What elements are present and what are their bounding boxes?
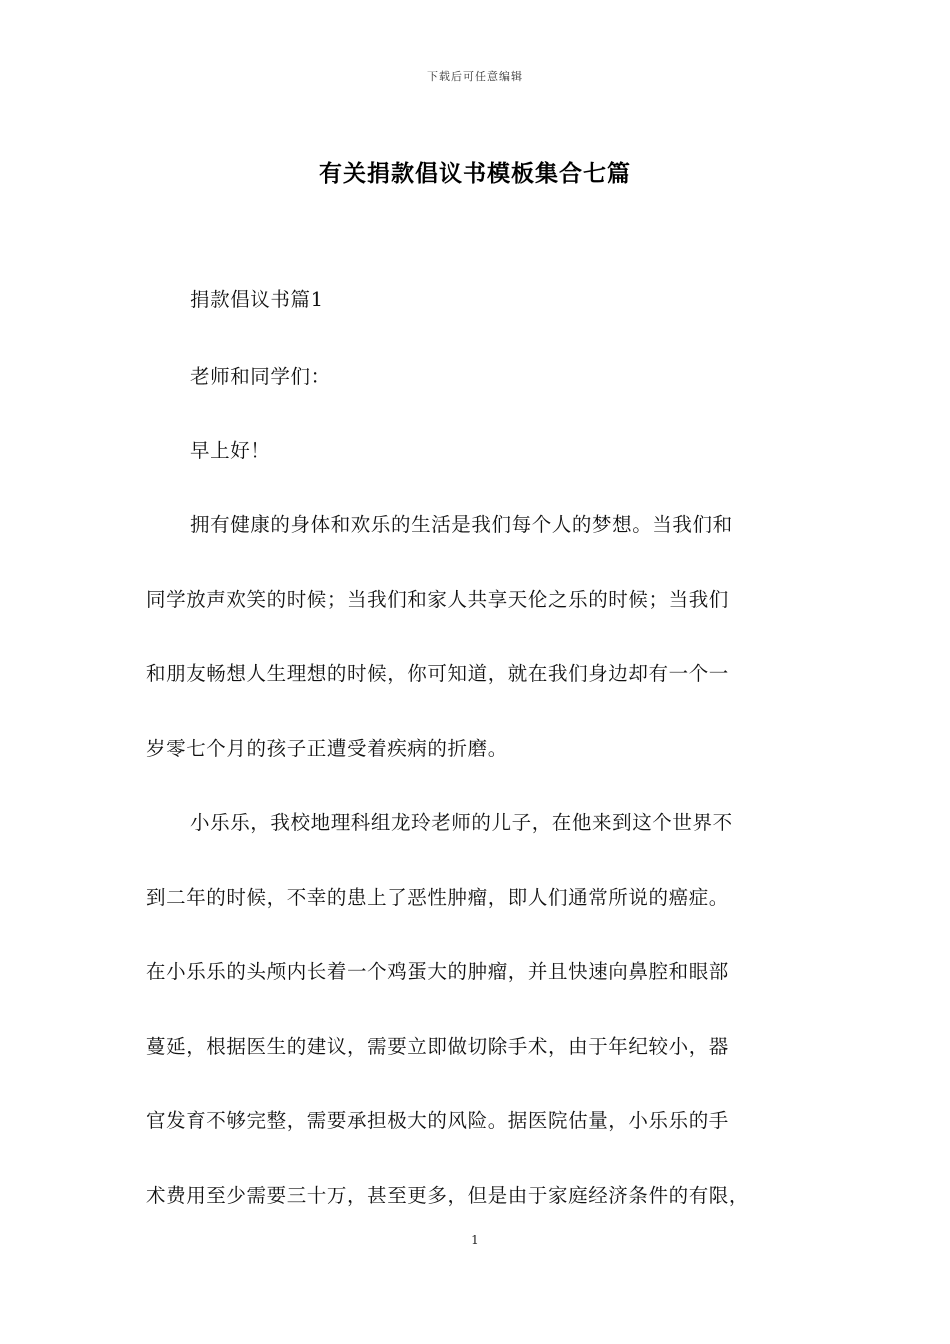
paragraph2-line: 到二年的时候，不幸的患上了恶性肿瘤，即人们通常所说的癌症。: [146, 886, 729, 909]
document-title: 有关捐款倡议书模板集合七篇: [319, 160, 631, 187]
paragraph2-line: 蔓延，根据医生的建议，需要立即做切除手术，由于年纪较小，器: [146, 1035, 729, 1058]
paragraph2-line: 官发育不够完整，需要承担极大的风险。据医院估量，小乐乐的手: [146, 1109, 729, 1132]
paragraph1-line: 和朋友畅想人生理想的时候，你可知道，就在我们身边却有一个一: [146, 662, 729, 685]
paragraph1-line: 岁零七个月的孩子正遭受着疾病的折磨。: [146, 737, 508, 760]
paragraph2-line: 术费用至少需要三十万，甚至更多，但是由于家庭经济条件的有限，: [146, 1184, 750, 1207]
paragraph2-line: 小乐乐，我校地理科组龙玲老师的儿子，在他来到这个世界不: [190, 811, 733, 834]
page-number: 1: [471, 1233, 479, 1247]
greeting: 早上好！: [190, 439, 271, 462]
paragraph1-line: 拥有健康的身体和欢乐的生活是我们每个人的梦想。当我们和: [190, 513, 733, 536]
header-note: 下载后可任意编辑: [427, 70, 523, 83]
paragraph1-line: 同学放声欢笑的时候；当我们和家人共享天伦之乐的时候；当我们: [146, 588, 729, 611]
section-heading: 捐款倡议书篇1: [190, 288, 324, 311]
salutation: 老师和同学们：: [190, 365, 331, 388]
paragraph2-line: 在小乐乐的头颅内长着一个鸡蛋大的肿瘤，并且快速向鼻腔和眼部: [146, 960, 729, 983]
